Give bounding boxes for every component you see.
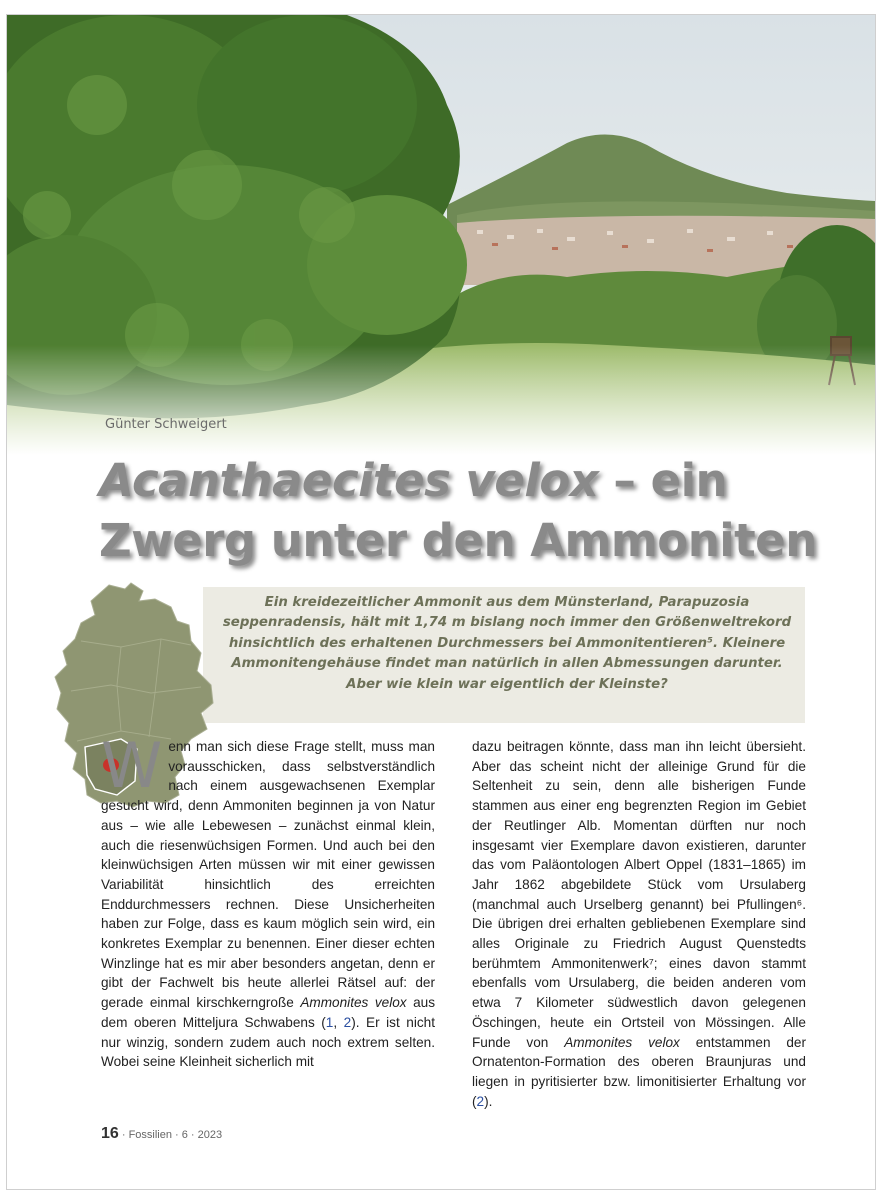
column-1-text [101, 729, 436, 1072]
title-line2: Zwerg unter den Ammoniten [99, 514, 817, 567]
col2-text-b: entstammen der Ornatenton-Formation des oberen Braunjuras und liegen in pyritisierter bzw. limonitisierter Erhaltung vor ( [472, 1034, 807, 1109]
col2-species: Ammonites velox [564, 1034, 680, 1050]
journal-info: · Fossilien · 6 · 2023 [121, 1129, 223, 1141]
magazine-page [6, 14, 876, 1190]
landscape-photo [7, 15, 875, 455]
article-title [99, 451, 859, 571]
author-name: Günter Schweigert [105, 417, 227, 432]
column-2-text [472, 737, 806, 1111]
lead-box [203, 587, 805, 723]
lead-text: Ein kreidezeitlicher Ammonit aus dem Münsterland, Parapuzosia seppenradensis, hält mit 1,74 m bislang noch immer den Größenweltrekord hinsichtlich des erhaltenen Durchmessers bei Ammonitentieren⁵. Kleinere Ammonitengehäuse findet man natürlich in allen Abmessungen darunter. Aber wie klein war eigentlich der Kleinste? [222, 595, 792, 692]
col1-text-b: aus dem oberen Mitteljura Schwabens ( [101, 995, 436, 1030]
col1-ref-sep: , [333, 1014, 344, 1030]
page-number: 16 [101, 1125, 119, 1142]
title-species: Acanthaecites velox [99, 454, 599, 507]
drop-cap: W [101, 729, 163, 802]
reference-link-2[interactable]: 2 [343, 1014, 352, 1030]
article-column-2 [472, 737, 806, 1111]
title-line1-rest: – ein [598, 454, 728, 507]
col1-text-c: ). Er ist nicht nur winzig, sondern zudem auch noch extrem selten. Wobei seine Kleinheit sicherlich mit [101, 1014, 435, 1070]
col1-text-a: enn man sich diese Frage stellt, muss man vorausschicken, dass selbstverständlich nach einem ausgewachsenen Exemplar gesucht wird, denn Ammoniten beginnen ja von Natur aus – wie alle Lebewesen – zunächst einmal klein, auch die riesenwüchsigen Formen. Und auch bei den kleinwüchsigen Arten müssen wir mit einer gewissen Variabilität hinsichtlich des erreichten Enddurchmessers rechnen. Diese Unsicherheiten haben zur Folge, dass es kaum möglich sein wird, ein konkretes Exemplar zu benennen. Einer dieser echten Winzlinge hat es mir aber besonders angetan, denn er gibt der Fachwelt bis heute allerlei Rätsel auf: der gerade einmal kirschkerngroße [101, 739, 435, 1011]
page-footer [101, 1125, 222, 1143]
article-column-1 [101, 729, 436, 1072]
reference-link-1[interactable]: 1 [325, 1014, 334, 1030]
col1-species: Ammonites velox [300, 995, 407, 1011]
col2-text-a: dazu beitragen könnte, dass man ihn leicht übersieht. Aber das scheint nicht der alleinige Grund für die Seltenheit zu sein, denn alle bisherigen Funde stammen aus einer eng begrenzten Region im Gebiet der Reutlinger Alb. Momentan dürften nur noch insgesamt vier Exemplare davon existieren, darunter das vom Paläontologen Albert Oppel (1831–1865) im Jahr 1862 abgebildete Stück vom Ursulaberg (manchmal auch Urselberg genannt) bei Pfullingen⁶. Die übrigen drei erhalten gebliebenen Exemplare sind alles Originale zu Friedrich August Quenstedts berühmtem Ammonitenwerk⁷; eines davon stammt ebenfalls vom Ursulaberg, die beiden anderen vom etwa 7 Kilometer südwestlich davon gelegenen Öschingen, heute ein Ortsteil von Mössingen. Alle Funde von [472, 739, 806, 1050]
landscape-illustration [7, 15, 875, 455]
col2-text-c: ). [484, 1093, 493, 1109]
reference-link-2b[interactable]: 2 [476, 1093, 485, 1109]
